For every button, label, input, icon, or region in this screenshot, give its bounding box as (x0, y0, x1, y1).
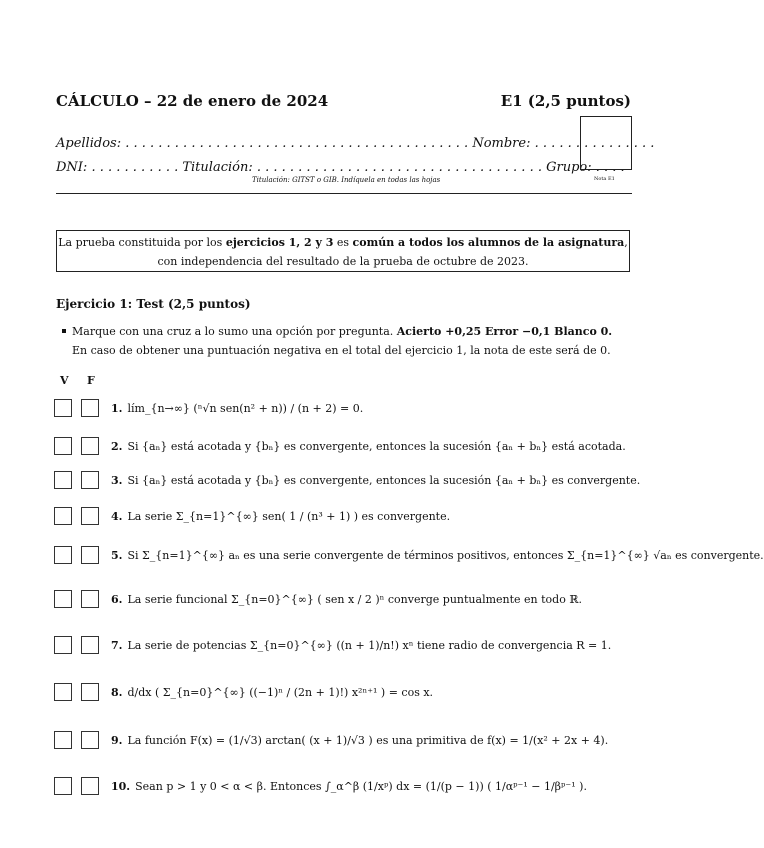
question-text: Si Σ_{n=1}^{∞} aₙ es una serie convergente de términos positivos, entonces Σ_{n=1}^{∞} √aₙ es convergente. (127, 548, 764, 562)
question-text: La serie Σ_{n=1}^{∞} sen( 1 / (n³ + 1) ) es convergente. (127, 509, 451, 523)
question-row (54, 470, 644, 490)
instructions-scoring: Acierto +0,25 Error −0,1 Blanco 0. (396, 325, 613, 338)
dni-degree-group-line: DNI: . . . . . . . . . . . Titulación: . . . . . . . . . . . . . . . . . . . . . . . . . . . . . . . . . . . Grupo: . . . . (56, 160, 625, 175)
true-checkbox[interactable] (54, 546, 72, 564)
true-checkbox[interactable] (54, 399, 72, 417)
question-number: 9. (111, 733, 123, 747)
question-text: Si {aₙ} está acotada y {bₙ} es convergente, entonces la sucesión {aₙ + bₙ} está acotada. (127, 439, 626, 453)
notice-box (56, 230, 630, 272)
header-divider (56, 193, 632, 194)
question-row (54, 682, 644, 702)
notice-line-2: con independencia del resultado de la prueba de octubre de 2023. (157, 255, 529, 268)
question-text: Sean p > 1 y 0 < α < β. Entonces ∫_α^β (1/xᵖ) dx = (1/(p − 1)) ( 1/αᵖ⁻¹ − 1/βᵖ⁻¹ ). (135, 779, 587, 793)
question-number: 6. (111, 592, 123, 606)
true-checkbox[interactable] (54, 731, 72, 749)
titulacion-hint: Titulación: GITST o GIB. Indíquela en todas las hojas (252, 176, 441, 184)
true-checkbox[interactable] (54, 437, 72, 455)
true-checkbox[interactable] (54, 590, 72, 608)
question-number: 4. (111, 509, 123, 523)
true-checkbox[interactable] (54, 507, 72, 525)
notice-line-1 (57, 233, 629, 252)
true-checkbox[interactable] (54, 471, 72, 489)
column-f-header: F (87, 374, 95, 387)
surname-name-line: Apellidos: . . . . . . . . . . . . . . . . . . . . . . . . . . . . . . . . . . . . . . . . . . Nombre: . . . . . . . . . . . . . . . (56, 136, 655, 151)
exam-points: E1 (2,5 puntos) (500, 92, 631, 110)
false-checkbox[interactable] (81, 437, 99, 455)
false-checkbox[interactable] (81, 731, 99, 749)
false-checkbox[interactable] (81, 399, 99, 417)
question-row (54, 589, 644, 609)
question-text: d/dx ( Σ_{n=0}^{∞} ((−1)ⁿ / (2n + 1)!) x²ⁿ⁺¹ ) = cos x. (127, 685, 434, 699)
notice-bold-b: común a todos los alumnos de la asignatura (352, 236, 625, 249)
question-row (54, 635, 644, 655)
question-text: La función F(x) = (1/√3) arctan( (x + 1)/√3 ) es una primitiva de f(x) = 1/(x² + 2x + 4). (127, 733, 609, 747)
question-row (54, 545, 764, 565)
question-number: 3. (111, 473, 123, 487)
question-row (54, 398, 644, 418)
false-checkbox[interactable] (81, 471, 99, 489)
column-v-header: V (60, 374, 69, 387)
question-text: lím_{n→∞} (ⁿ√n sen(n² + n)) / (n + 2) = 0. (127, 401, 364, 415)
question-number: 5. (111, 548, 123, 562)
notice-text-b: es (333, 236, 353, 249)
instructions-line-2: En caso de obtener una puntuación negativa en el total del ejercicio 1, la nota de este será de 0. (72, 344, 611, 357)
question-text: Si {aₙ} está acotada y {bₙ} es convergente, entonces la sucesión {aₙ + bₙ} es convergente. (127, 473, 641, 487)
exam-title: CÁLCULO – 22 de enero de 2024 (56, 92, 329, 110)
false-checkbox[interactable] (81, 507, 99, 525)
exercise-instructions (72, 322, 632, 360)
false-checkbox[interactable] (81, 546, 99, 564)
question-text: La serie de potencias Σ_{n=0}^{∞} ((n + 1)/n!) xⁿ tiene radio de convergencia R = 1. (127, 638, 612, 652)
instructions-text: Marque con una cruz a lo sumo una opción por pregunta. (72, 325, 397, 338)
question-row (54, 506, 644, 526)
false-checkbox[interactable] (81, 683, 99, 701)
false-checkbox[interactable] (81, 590, 99, 608)
question-number: 2. (111, 439, 123, 453)
question-row (54, 730, 644, 750)
notice-bold-a: ejercicios 1, 2 y 3 (225, 236, 334, 249)
question-text: La serie funcional Σ_{n=0}^{∞} ( sen x / 2 )ⁿ converge puntualmente en todo ℝ. (127, 592, 582, 606)
notice-text-a: La prueba constituida por los (58, 236, 226, 249)
question-number: 1. (111, 401, 123, 415)
true-checkbox[interactable] (54, 636, 72, 654)
notice-text-c: , (624, 236, 628, 249)
grade-box[interactable] (580, 116, 632, 170)
instructions-line-1 (72, 322, 632, 341)
false-checkbox[interactable] (81, 777, 99, 795)
question-number: 8. (111, 685, 123, 699)
true-checkbox[interactable] (54, 777, 72, 795)
bullet-icon (62, 329, 66, 333)
grade-label: Nota E1 (594, 176, 615, 182)
question-row (54, 436, 644, 456)
exercise-title: Ejercicio 1: Test (2,5 puntos) (56, 297, 251, 311)
question-number: 10. (111, 779, 131, 793)
question-row (54, 776, 644, 796)
true-checkbox[interactable] (54, 683, 72, 701)
false-checkbox[interactable] (81, 636, 99, 654)
question-number: 7. (111, 638, 123, 652)
